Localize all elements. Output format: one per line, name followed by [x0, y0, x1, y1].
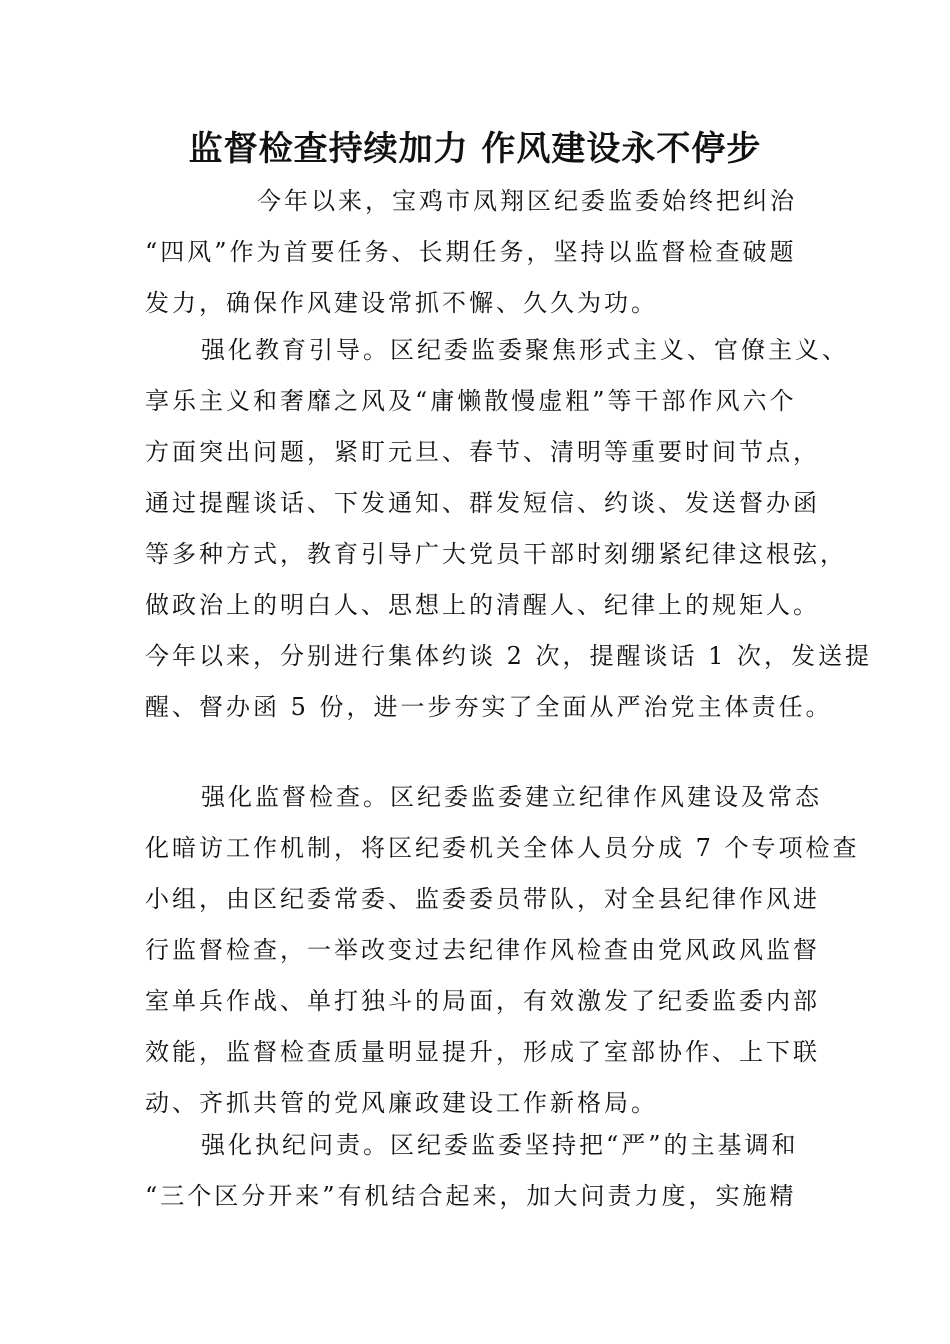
paragraph-line: 今年以来，宝鸡市凤翔区纪委监委始终把纠治	[257, 187, 797, 215]
paragraph-line: 强化教育引导。区纪委监委聚焦形式主义、官僚主义、	[201, 336, 849, 364]
paragraph-line: 做政治上的明白人、思想上的清醒人、纪律上的规矩人。	[145, 591, 820, 619]
paragraph-line: 发力，确保作风建设常抓不懈、久久为功。	[145, 289, 658, 317]
paragraph-line: 室单兵作战、单打独斗的局面，有效激发了纪委监委内部	[145, 987, 820, 1015]
paragraph-line: 行监督检查，一举改变过去纪律作风检查由党风政风监督	[145, 936, 820, 964]
paragraph-line: 通过提醒谈话、下发通知、群发短信、约谈、发送督办函	[145, 489, 820, 517]
paragraph-line: 动、齐抓共管的党风廉政建设工作新格局。	[145, 1089, 658, 1117]
paragraph-line: 效能，监督检查质量明显提升，形成了室部协作、上下联	[145, 1038, 820, 1066]
paragraph-education	[145, 325, 873, 733]
paragraph-supervision	[145, 772, 860, 1129]
paragraph-line: 等多种方式，教育引导广大党员干部时刻绷紧纪律这根弦，	[145, 540, 847, 568]
paragraph-line: 享乐主义和奢靡之风及“庸懒散慢虚粗”等干部作风六个	[145, 387, 797, 415]
paragraph-line: 化暗访工作机制，将区纪委机关全体人员分成 7 个专项检查	[145, 834, 860, 862]
paragraph-line: “三个区分开来”有机结合起来，加大问责力度，实施精	[145, 1182, 797, 1210]
paragraph-accountability	[145, 1120, 845, 1222]
paragraph-line: “四风”作为首要任务、长期任务，坚持以监督检查破题	[145, 238, 797, 266]
paragraph-intro	[145, 176, 845, 329]
paragraph-line: 强化执纪问责。区纪委监委坚持把“严”的主基调和	[201, 1131, 799, 1159]
paragraph-line: 方面突出问题，紧盯元旦、春节、清明等重要时间节点，	[145, 438, 820, 466]
paragraph-line: 醒、督办函 5 份，进一步夯实了全面从严治党主体责任。	[145, 693, 833, 721]
paragraph-line: 今年以来，分别进行集体约谈 2 次，提醒谈话 1 次，发送提	[145, 642, 873, 670]
paragraph-line: 小组，由区纪委常委、监委委员带队，对全县纪律作风进	[145, 885, 820, 913]
paragraph-line: 强化监督检查。区纪委监委建立纪律作风建设及常态	[201, 783, 822, 811]
document-title: 监督检查持续加力 作风建设永不停步	[188, 129, 762, 169]
